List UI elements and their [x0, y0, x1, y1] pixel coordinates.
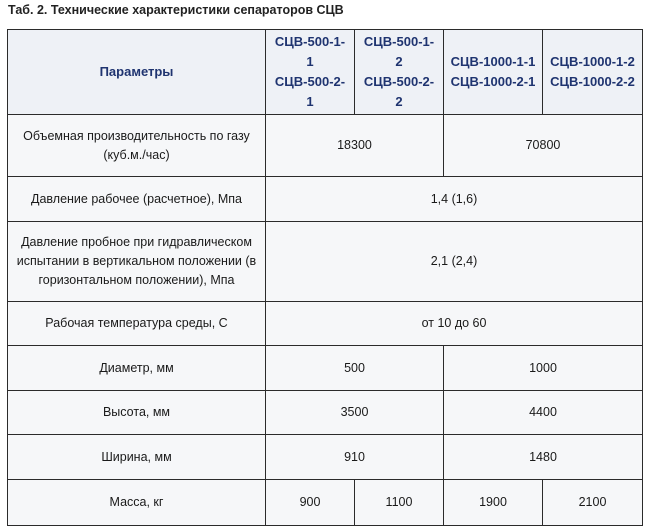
model-4-line1: СЦВ-1000-1-2 — [550, 54, 635, 69]
header-model-2 — [355, 30, 444, 115]
separator-specs-table — [7, 29, 643, 526]
table-row — [8, 302, 643, 346]
mass-value-1: 900 — [266, 480, 355, 526]
header-model-4 — [543, 30, 643, 115]
table-row — [8, 177, 643, 222]
mass-value-3: 1900 — [444, 480, 543, 526]
row-label-work-pressure: Давление рабочее (расчетное), Мпа — [8, 177, 266, 222]
table-row — [8, 222, 643, 302]
width-500-value: 910 — [266, 435, 444, 480]
width-1000-value: 1480 — [444, 435, 643, 480]
model-1-line2: СЦВ-500-2-1 — [274, 74, 346, 109]
diameter-1000-value: 1000 — [444, 346, 643, 391]
model-3-line1: СЦВ-1000-1-1 — [450, 54, 536, 69]
table-header-row — [8, 30, 643, 115]
row-label-diameter: Диаметр, мм — [8, 346, 266, 391]
capacity-1000-value: 70800 — [444, 115, 643, 177]
row-label-test-pressure: Давление пробное при гидравлическом испытании в вертикальном положении (в горизонтальном положении), Мпа — [8, 222, 266, 302]
test-pressure-value: 2,1 (2,4) — [266, 222, 643, 302]
temperature-value: от 10 до 60 — [266, 302, 643, 346]
model-2-line2: СЦВ-500-2-2 — [363, 74, 435, 109]
table-row — [8, 480, 643, 526]
row-label-temperature: Рабочая температура среды, С — [8, 302, 266, 346]
row-label-capacity: Объемная производительность по газу (куб.м./час) — [8, 115, 266, 177]
model-2-line1: СЦВ-500-1-2 — [363, 34, 435, 69]
table-row — [8, 115, 643, 177]
model-4-line2: СЦВ-1000-2-2 — [550, 74, 635, 89]
capacity-500-value: 18300 — [266, 115, 444, 177]
header-model-1 — [266, 30, 355, 115]
header-model-3 — [444, 30, 543, 115]
mass-value-2: 1100 — [355, 480, 444, 526]
table-caption: Таб. 2. Технические характеристики сепараторов СЦВ — [8, 3, 344, 17]
diameter-500-value: 500 — [266, 346, 444, 391]
model-3-line2: СЦВ-1000-2-1 — [450, 74, 536, 89]
row-label-width: Ширина, мм — [8, 435, 266, 480]
row-label-mass: Масса, кг — [8, 480, 266, 526]
table-row — [8, 435, 643, 480]
table-row — [8, 391, 643, 435]
header-parameters: Параметры — [8, 30, 266, 115]
work-pressure-value: 1,4 (1,6) — [266, 177, 643, 222]
height-1000-value: 4400 — [444, 391, 643, 435]
height-500-value: 3500 — [266, 391, 444, 435]
table-row — [8, 346, 643, 391]
model-1-line1: СЦВ-500-1-1 — [274, 34, 346, 69]
row-label-height: Высота, мм — [8, 391, 266, 435]
mass-value-4: 2100 — [543, 480, 643, 526]
